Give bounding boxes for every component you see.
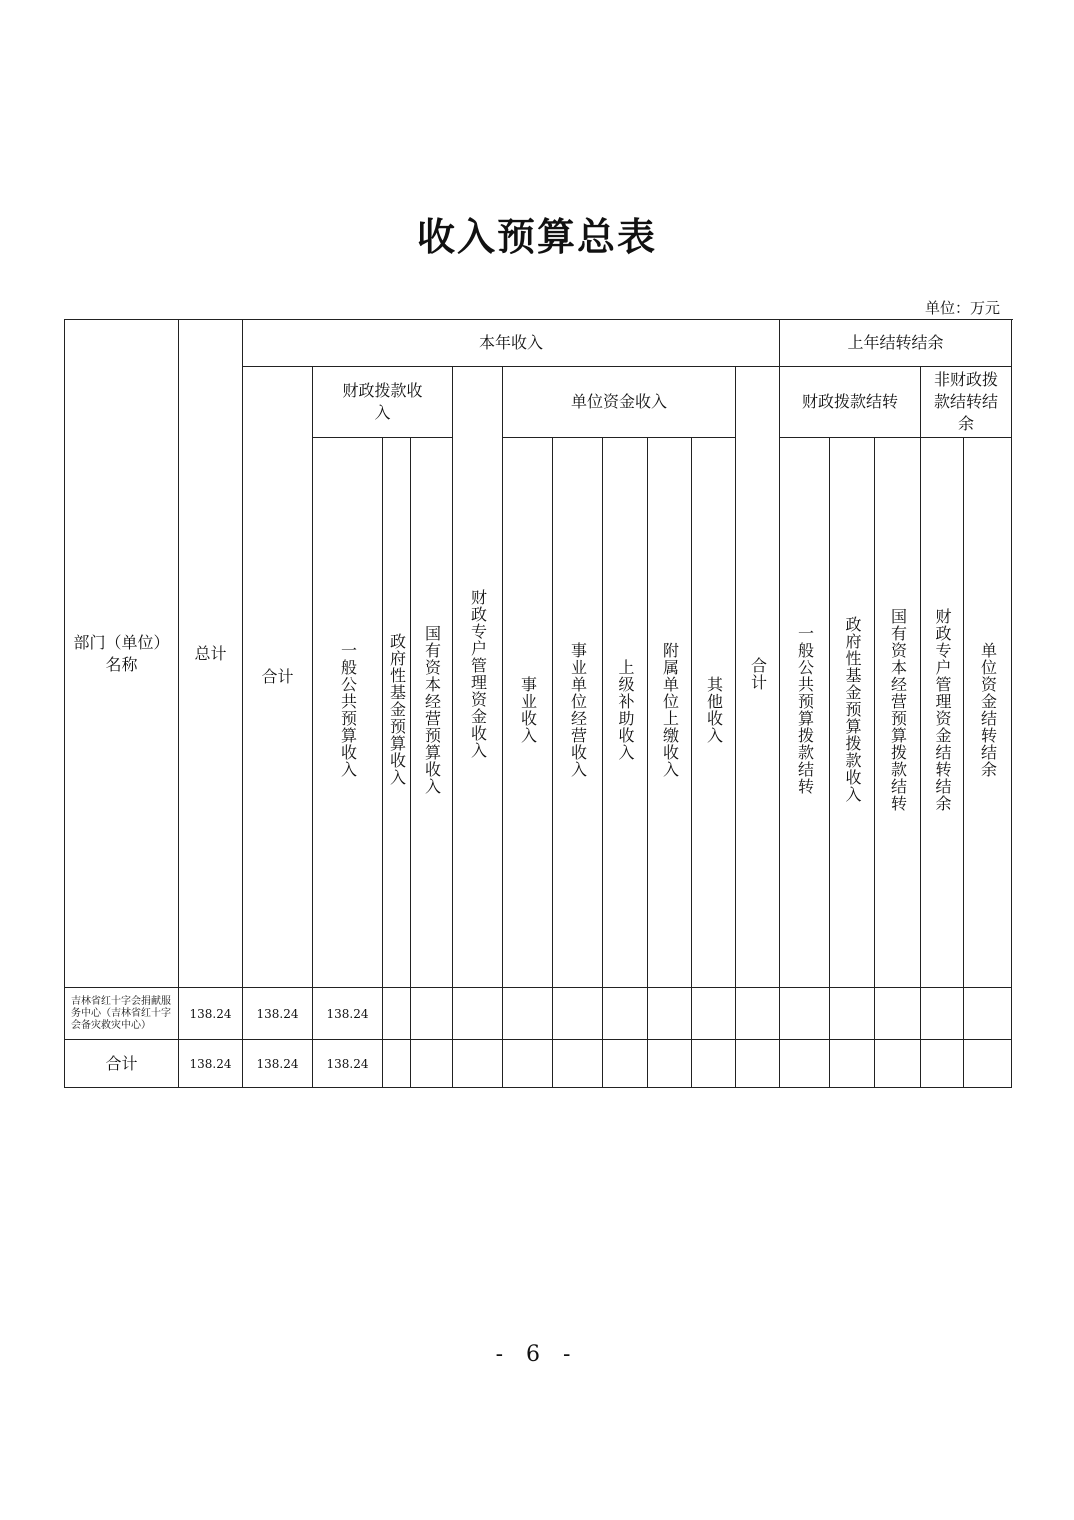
row-empty-cell	[383, 988, 411, 1040]
unit-label: 单位：万元	[924, 299, 1000, 317]
sum-empty-cell	[692, 1040, 736, 1088]
row-empty-cell	[603, 988, 648, 1040]
sum-row-total: 138.24	[179, 1040, 243, 1088]
header-subtotal: 合计	[243, 367, 313, 988]
header-fiscal-allocation-carryover: 财政拨款结转	[780, 367, 921, 438]
row-empty-cell	[648, 988, 692, 1040]
row-empty-cell	[780, 988, 830, 1040]
sum-row-subtotal: 138.24	[243, 1040, 313, 1088]
sum-empty-cell	[453, 1040, 503, 1088]
header-total: 总计	[179, 320, 243, 988]
header-other-income: 其他收入	[692, 438, 736, 988]
header-general-public-budget-income: 一般公共预算收入	[313, 438, 383, 988]
sum-row-label: 合计	[65, 1040, 179, 1088]
header-non-fiscal-carryover: 非财政拨款结转结余	[921, 367, 1012, 438]
header-dept-name: 部门（单位）名称	[65, 320, 179, 988]
row-empty-cell	[875, 988, 921, 1040]
sum-empty-cell	[921, 1040, 964, 1088]
sum-row	[65, 1040, 1012, 1088]
table-row	[65, 988, 1012, 1040]
sum-empty-cell	[553, 1040, 603, 1088]
sum-empty-cell	[411, 1040, 453, 1088]
row-subtotal: 138.24	[243, 988, 313, 1040]
header-operating-income: 事业单位经营收入	[553, 438, 603, 988]
sum-empty-cell	[383, 1040, 411, 1088]
row-general-public-budget-income: 138.24	[313, 988, 383, 1040]
sum-empty-cell	[503, 1040, 553, 1088]
header-unit-funds-carryover: 单位资金结转结余	[964, 438, 1012, 988]
sum-empty-cell	[736, 1040, 780, 1088]
header-gov-fund-budget-income: 政府性基金预算收入	[383, 438, 411, 988]
header-unit-funds-income: 单位资金收入	[503, 367, 736, 438]
row-dept-name: 吉林省红十字会捐献服务中心（吉林省红十字会备灾救灾中心）	[65, 988, 179, 1040]
page-title: 收入预算总表	[416, 214, 657, 259]
sum-empty-cell	[603, 1040, 648, 1088]
sum-empty-cell	[964, 1040, 1012, 1088]
row-empty-cell	[964, 988, 1012, 1040]
row-total: 138.24	[179, 988, 243, 1040]
header-subordinate-remit-income: 附属单位上缴收入	[648, 438, 692, 988]
header-prior-year-carryover: 上年结转结余	[780, 320, 1012, 367]
header-state-capital-budget-income: 国有资本经营预算收入	[411, 438, 453, 988]
header-state-capital-budget-carryover: 国有资本经营预算拨款结转	[875, 438, 921, 988]
row-empty-cell	[453, 988, 503, 1040]
page-number: - 6 -	[495, 1342, 579, 1367]
sum-empty-cell	[830, 1040, 875, 1088]
header-fiscal-special-account-income: 财政专户管理资金收入	[453, 367, 503, 988]
row-empty-cell	[736, 988, 780, 1040]
row-empty-cell	[830, 988, 875, 1040]
income-budget-table	[64, 319, 1012, 1088]
row-empty-cell	[411, 988, 453, 1040]
sum-empty-cell	[780, 1040, 830, 1088]
sum-row-general-public-budget-income: 138.24	[313, 1040, 383, 1088]
header-fiscal-allocation-income: 财政拨款收入	[313, 367, 453, 438]
header-fiscal-special-account-carryover: 财政专户管理资金结转结余	[921, 438, 964, 988]
header-gov-fund-budget-carryover: 政府性基金预算拨款收入	[830, 438, 875, 988]
header-business-income: 事业收入	[503, 438, 553, 988]
header-superior-subsidy-income: 上级补助收入	[603, 438, 648, 988]
header-general-public-budget-carryover: 一般公共预算拨款结转	[780, 438, 830, 988]
row-empty-cell	[553, 988, 603, 1040]
header-current-year-income: 本年收入	[243, 320, 780, 367]
row-empty-cell	[921, 988, 964, 1040]
row-empty-cell	[503, 988, 553, 1040]
sum-empty-cell	[875, 1040, 921, 1088]
sum-empty-cell	[648, 1040, 692, 1088]
header-carryover-subtotal: 合计	[736, 367, 780, 988]
row-empty-cell	[692, 988, 736, 1040]
